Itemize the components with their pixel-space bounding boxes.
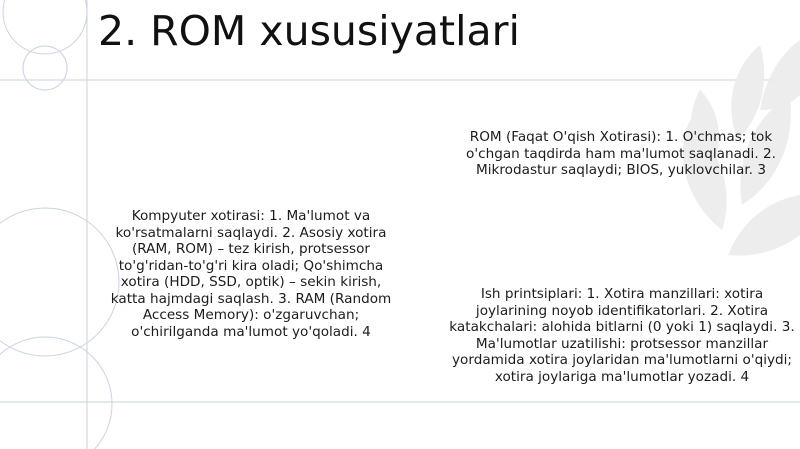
memory-overview-text: Kompyuter xotirasi: 1. Ma'lumot va ko'rsatmalarni saqlaydi. 2. Asosiy xotira (RAM, ROM) – tez kirish, protsessor to'g'ridan-to'g'ri kira oladi; Qo'shimcha xotira (HDD, SSD, optik) – sekin kirish, katta hajmdagi saqlash. 3. RAM (Random Access Memory): o'zgaruvchan; o'chirilganda ma'lumot yo'qoladi. 4: [110, 208, 392, 340]
rom-text: ROM (Faqat O'qish Xotirasi): 1. O'chmas; tok o'chgan taqdirda ham ma'lumot saqlanadi. 2. Mikrodastur saqlaydi; BIOS, yuklovchilar. 3: [466, 129, 776, 178]
working-principles-text: Ish printsiplari: 1. Xotira manzillari: xotira joylarining noyob identifikatorlari. 2. Xotira katakchalari: alohida bitlarni (0 yoki 1) saqlaydi. 3. Ma'lumotlar uzatilishi: protsessor manzillar yordamida xotira joylaridan ma'lumotlarni o'qiydi; xotira joylariga ma'lumotlar yozadi. 4: [449, 286, 795, 385]
slide-title: 2. ROM xususiyatlari: [98, 7, 520, 55]
